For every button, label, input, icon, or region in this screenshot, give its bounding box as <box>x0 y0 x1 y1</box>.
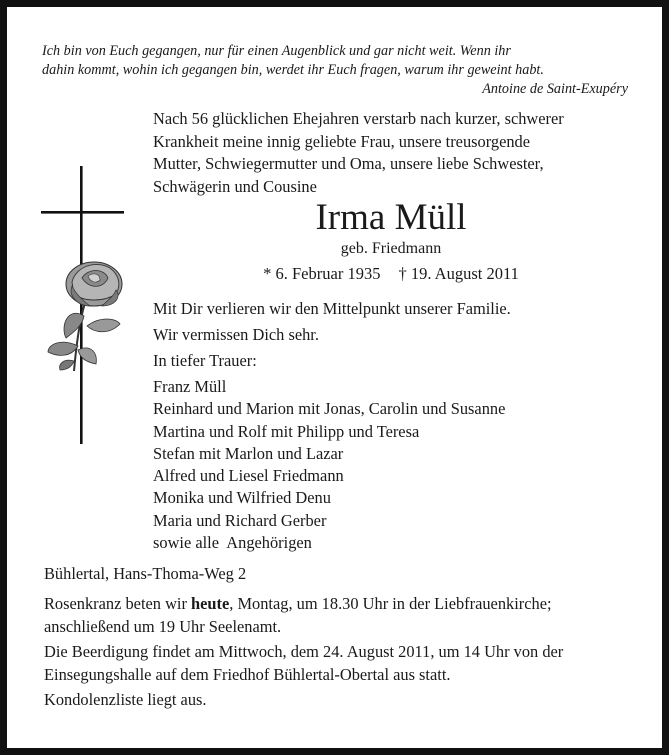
quote <box>42 42 628 99</box>
life-dates <box>153 264 629 284</box>
quote-line-1: Ich bin von Euch gegangen, nur für einen Augenblick und gar nicht weit. Wenn ihr <box>42 43 511 59</box>
family-member: Franz Müll <box>153 377 227 396</box>
family-member: Maria und Richard Gerber <box>153 510 327 530</box>
family-member: Monika und Wilfried Denu <box>153 488 331 508</box>
intro-line: Nach 56 glücklichen Ehejahren verstarb nach kurzer, schwerer <box>153 109 564 128</box>
family-list <box>153 376 505 554</box>
family-member: Stefan mit Marlon und Lazar <box>153 443 344 463</box>
condolence-notice: Kondolenzliste liegt aus. <box>44 690 207 709</box>
family-member: Alfred und Liesel Friedmann <box>153 466 344 486</box>
family-member: Reinhard und Marion mit Jonas, Carolin und Susanne <box>153 399 506 419</box>
intro-line: Mutter, Schwiegermutter und Oma, unsere liebe Schwester, <box>153 154 544 173</box>
mourning-label: In tiefer Trauer: <box>153 351 257 370</box>
rosary-notice: Rosenkranz beten wir heute, Montag, um 18.30 Uhr in der Liebfrauenkirche; anschließend um 19 Uhr Seelenamt. <box>44 594 552 636</box>
intro-text <box>153 108 629 198</box>
family-member: sowie alle Angehörigen <box>153 533 312 553</box>
message-line: Wir vermissen Dich sehr. <box>153 325 319 344</box>
address: Bühlertal, Hans-Thoma-Weg 2 <box>44 564 247 583</box>
maiden-name: geb. Friedmann <box>340 240 442 257</box>
birth-date: * 6. Februar 1935 <box>263 264 381 283</box>
family-member: Martina und Rolf mit Philipp und Teresa <box>153 421 420 441</box>
cross-with-rose <box>38 166 130 446</box>
death-date: † 19. August 2011 <box>398 264 519 283</box>
quote-line-2: dahin kommt, wohin ich gegangen bin, werdet ihr Euch fragen, warum ihr geweint habt. <box>42 62 544 78</box>
message-line: Mit Dir verlieren wir den Mittelpunkt unserer Familie. <box>153 299 511 318</box>
deceased-name: Irma Müll <box>315 197 467 238</box>
rose-icon <box>48 262 122 371</box>
intro-line: Krankheit meine innig geliebte Frau, unsere treusorgende <box>153 131 531 151</box>
intro-line: Schwägerin und Cousine <box>153 176 317 196</box>
funeral-notice: Die Beerdigung findet am Mittwoch, dem 24. August 2011, um 14 Uhr von der Einsegungshalle auf dem Friedhof Bühlertal-Obertal aus statt. <box>44 642 564 684</box>
rosary-highlight: heute <box>191 594 230 613</box>
quote-author: Antoine de Saint-Exupéry <box>482 81 628 97</box>
